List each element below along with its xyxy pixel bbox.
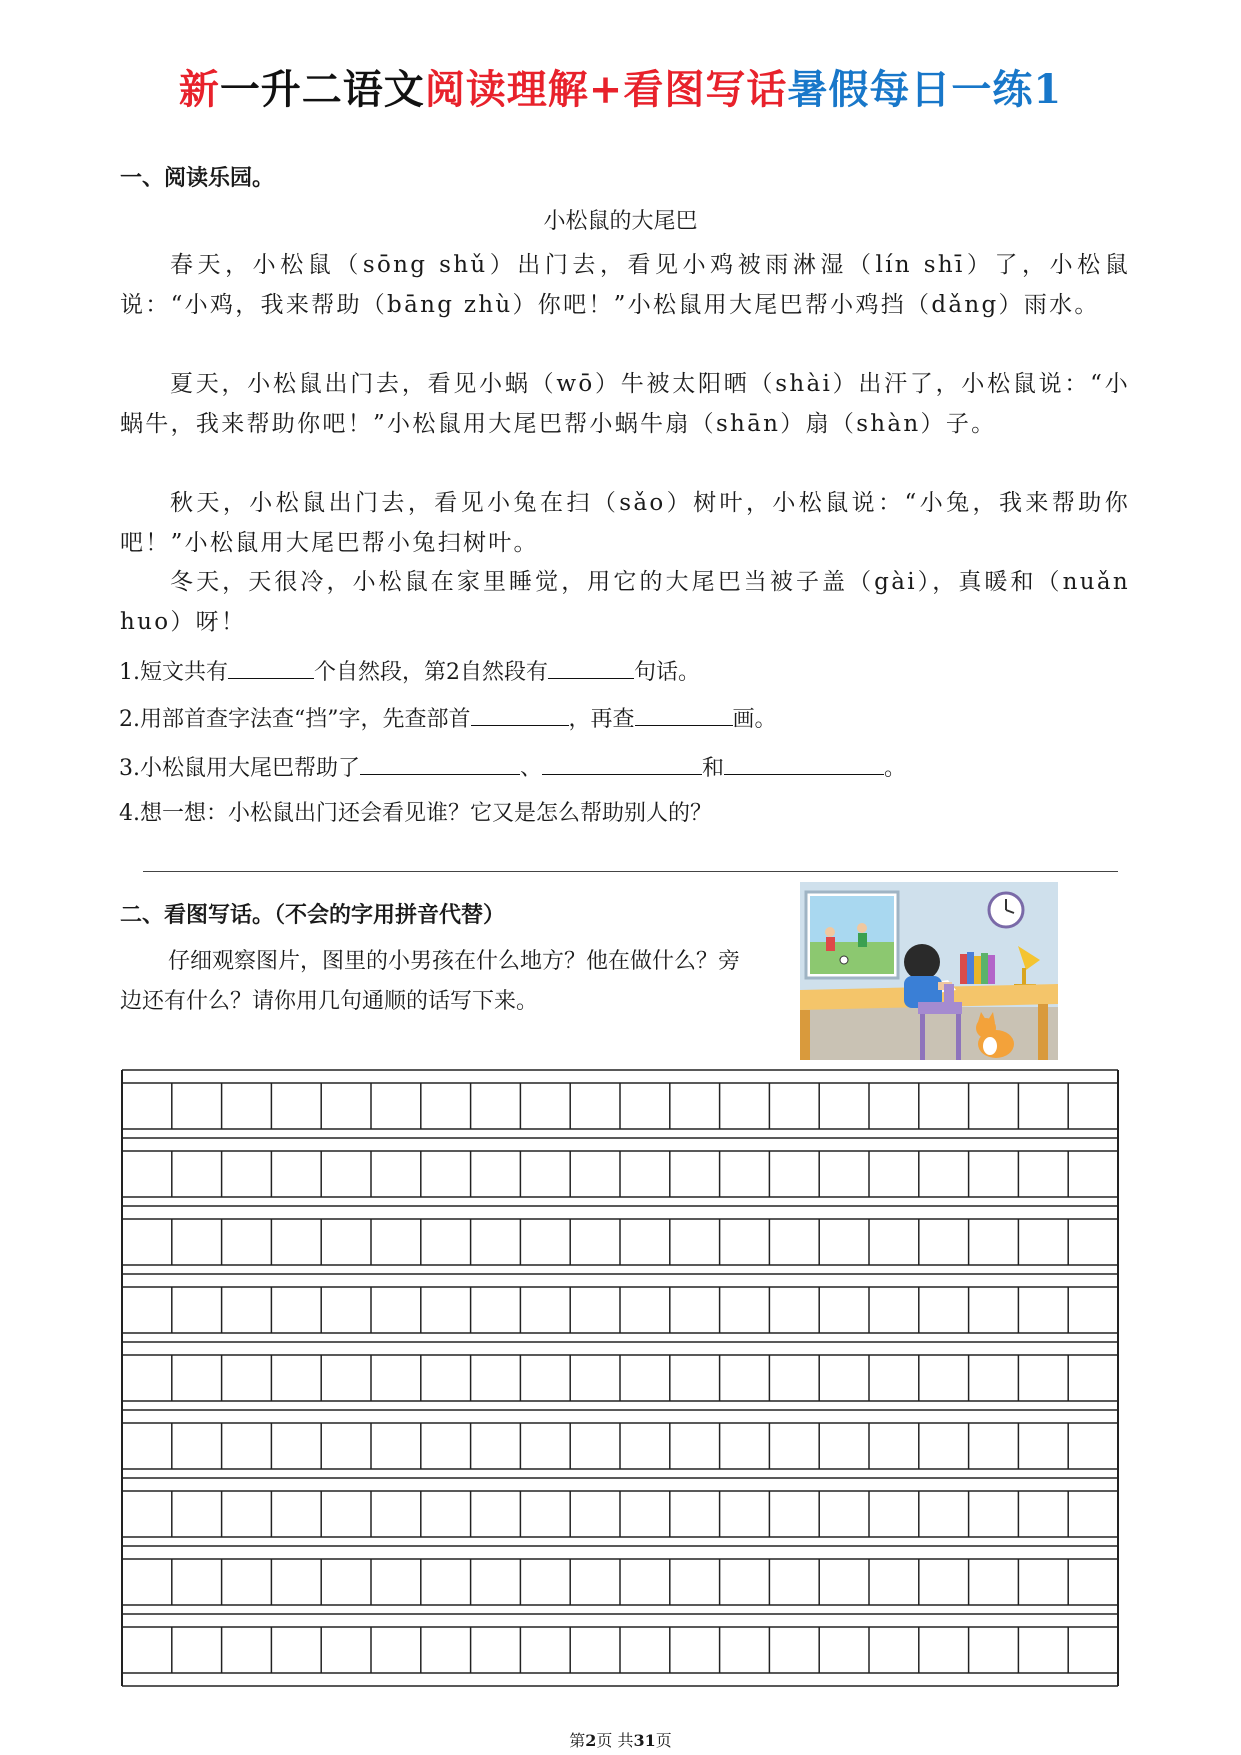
- question-4: 4.想一想：小松鼠出门还会看见谁？它又是怎么帮助别人的？: [119, 801, 712, 826]
- writing-prompt: 仔细观察图片，图里的小男孩在什么地方？他在做什么？旁边还有什么？请你用几句通顺的话写下来。: [120, 949, 741, 1014]
- boy-writing-picture: [800, 882, 1058, 1060]
- story-paragraph-summer: 夏天，小松鼠出门去，看见小蜗（wō）牛被太阳晒（shài）出汗了，小松鼠说：“小蜗牛，我来帮助你吧！”小松鼠用大尾巴帮小蜗牛扇（shān）扇（shàn）子。: [120, 371, 1130, 437]
- answer-blank[interactable]: [542, 773, 702, 775]
- total-pages: 31: [633, 1731, 656, 1750]
- writing-grid[interactable]: [120, 1068, 1120, 1688]
- answer-blank[interactable]: [228, 677, 314, 679]
- page-number: 2: [585, 1731, 597, 1750]
- story-paragraph-spring: 春天，小松鼠（sōng shǔ）出门去，看见小鸡被雨淋湿（lín shī）了，小松鼠说：“小鸡，我来帮助（bāng zhù）你吧！”小松鼠用大尾巴帮小鸡挡（dǎng）雨水。: [120, 252, 1130, 318]
- story-paragraph-autumn: 秋天，小松鼠出门去，看见小兔在扫（sǎo）树叶，小松鼠说：“小兔，我来帮助你吧！”小松鼠用大尾巴帮小兔扫树叶。: [120, 490, 1130, 556]
- section-heading-writing: 二、看图写话。（不会的字用拼音代替）: [120, 903, 506, 928]
- answer-blank[interactable]: [548, 677, 634, 679]
- answer-line[interactable]: [143, 871, 1118, 872]
- question-2: 2.用部首查字法查“挡”字，先查部首 ，再查 画。: [119, 707, 777, 732]
- answer-blank[interactable]: [724, 773, 884, 775]
- question-1: 1.短文共有 个自然段，第2自然段有 句话。: [119, 660, 701, 685]
- section-heading-reading: 一、阅读乐园。: [120, 166, 275, 191]
- answer-blank[interactable]: [635, 724, 733, 726]
- answer-blank[interactable]: [471, 724, 569, 726]
- page-title: 新一升二语文阅读理解+看图写话暑假每日一练1: [178, 66, 1063, 113]
- question-3: 3.小松鼠用大尾巴帮助了 、 和 。: [119, 756, 907, 781]
- page-footer: 第2页 共31页: [569, 1731, 672, 1750]
- answer-blank[interactable]: [360, 773, 520, 775]
- story-paragraph-winter: 冬天，天很冷，小松鼠在家里睡觉，用它的大尾巴当被子盖（gài），真暖和（nuǎn huo）呀！: [120, 569, 1130, 635]
- story-title: 小松鼠的大尾巴: [543, 209, 698, 234]
